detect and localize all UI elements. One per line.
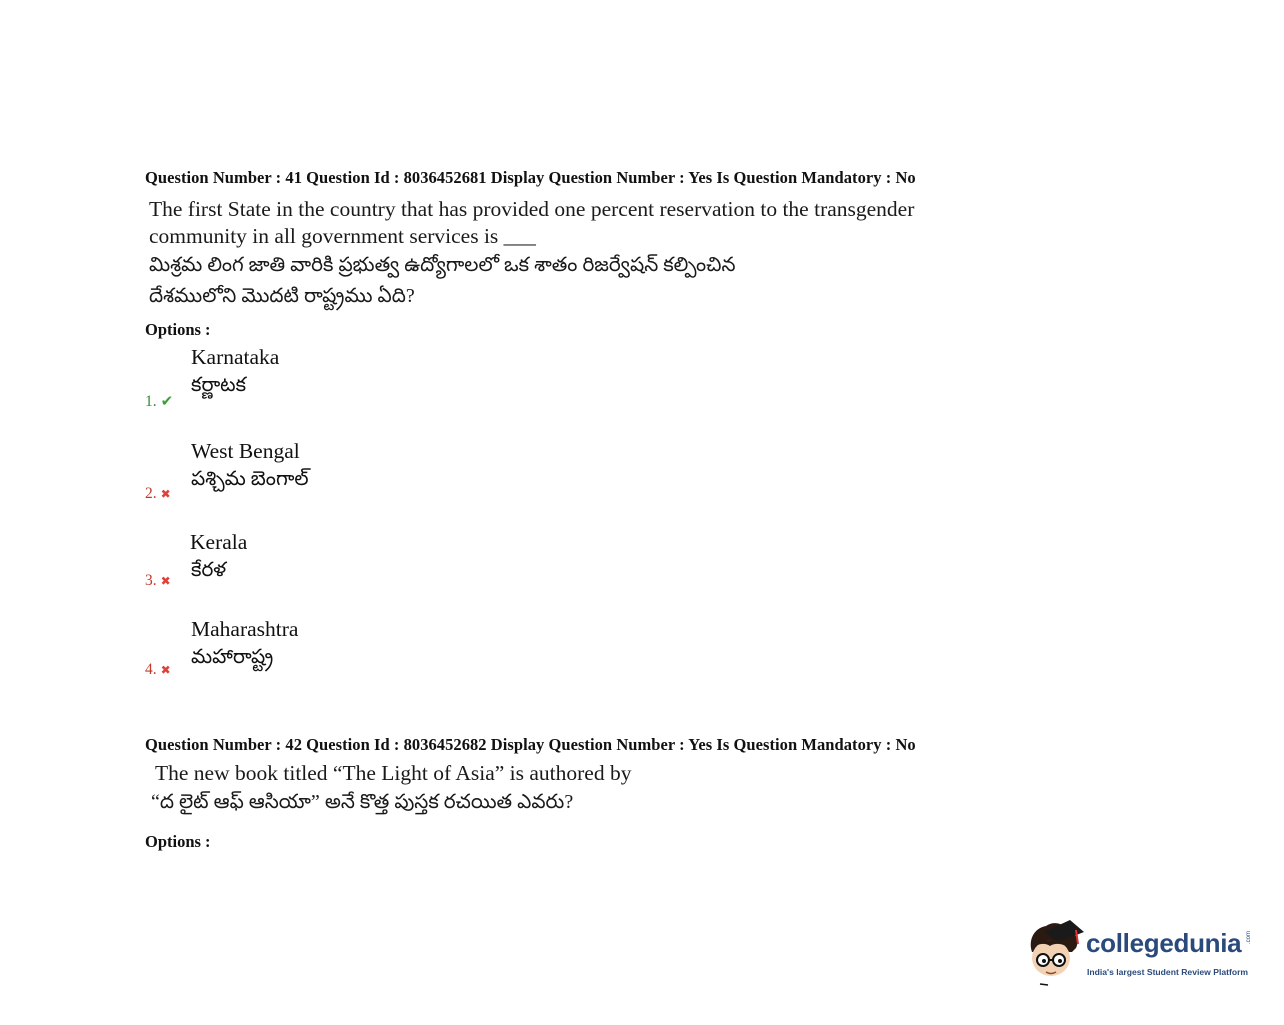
option-4-number-label: 4.: [145, 661, 157, 678]
question-41-english-line-1: The first State in the country that has provided one percent reservation to the transgender: [149, 197, 915, 221]
option-2-number-label: 2.: [145, 485, 157, 502]
cross-icon: ✖: [160, 574, 171, 588]
brand-tagline: India's largest Student Review Platform: [1087, 967, 1249, 977]
collegedunia-logo: [1026, 918, 1256, 988]
option-1-english: Karnataka: [191, 345, 280, 369]
cross-icon: ✖: [160, 487, 171, 501]
option-4: [145, 617, 545, 687]
question-41-meta: Question Number : 41 Question Id : 8036452681 Display Question Number : Yes Is Question Mandatory : No: [145, 168, 916, 187]
option-2-english: West Bengal: [191, 439, 300, 463]
option-3-number-label: 3.: [145, 572, 157, 589]
mascot-icon: [1026, 918, 1084, 988]
question-42-telugu-line-1: “ద లైట్ ఆఫ్ ఆసియా” అనే కొత్త పుస్తక రచయిత ఎవరు?: [151, 791, 574, 813]
brand-suffix: .com: [1246, 930, 1252, 944]
check-icon: ✔: [160, 394, 174, 410]
option-1-telugu: కర్ణాటక: [191, 374, 247, 396]
option-1-number: [145, 392, 173, 411]
option-2-telugu: పశ్చిమ బెంగాల్: [191, 468, 309, 490]
option-3: [145, 530, 545, 600]
question-42-english-line-1: The new book titled “The Light of Asia” is authored by: [155, 761, 632, 785]
option-4-telugu: మహారాష్ట్ర: [191, 646, 274, 668]
question-41-options-label: Options :: [145, 320, 211, 339]
question-41-english-line-2: community in all government services is ___: [149, 224, 536, 248]
brand-name: collegedunia: [1086, 928, 1242, 958]
option-1-number-label: 1.: [145, 393, 157, 410]
option-4-english: Maharashtra: [191, 617, 299, 641]
option-2-number: [145, 485, 171, 503]
option-3-number: [145, 572, 171, 590]
option-1: [145, 345, 545, 415]
question-42-options-label: Options :: [145, 832, 211, 851]
question-42-text: [151, 760, 632, 818]
question-41-telugu-line-2: దేశములోని మొదటి రాష్ట్రము ఏది?: [149, 285, 415, 307]
option-4-number: [145, 661, 171, 679]
option-3-english: Kerala: [190, 530, 248, 554]
question-41-telugu-line-1: మిశ్రమ లింగ జాతి వారికి ప్రభుత్వ ఉద్యోగాలలో ఒక శాతం రిజర్వేషన్ కల్పించిన: [149, 254, 736, 276]
cross-icon: ✖: [160, 663, 171, 677]
option-3-telugu: కేరళ: [191, 559, 227, 581]
question-42-meta: Question Number : 42 Question Id : 8036452682 Display Question Number : Yes Is Question Mandatory : No: [145, 735, 916, 754]
question-41-text: [149, 196, 914, 312]
option-2: [145, 439, 545, 509]
